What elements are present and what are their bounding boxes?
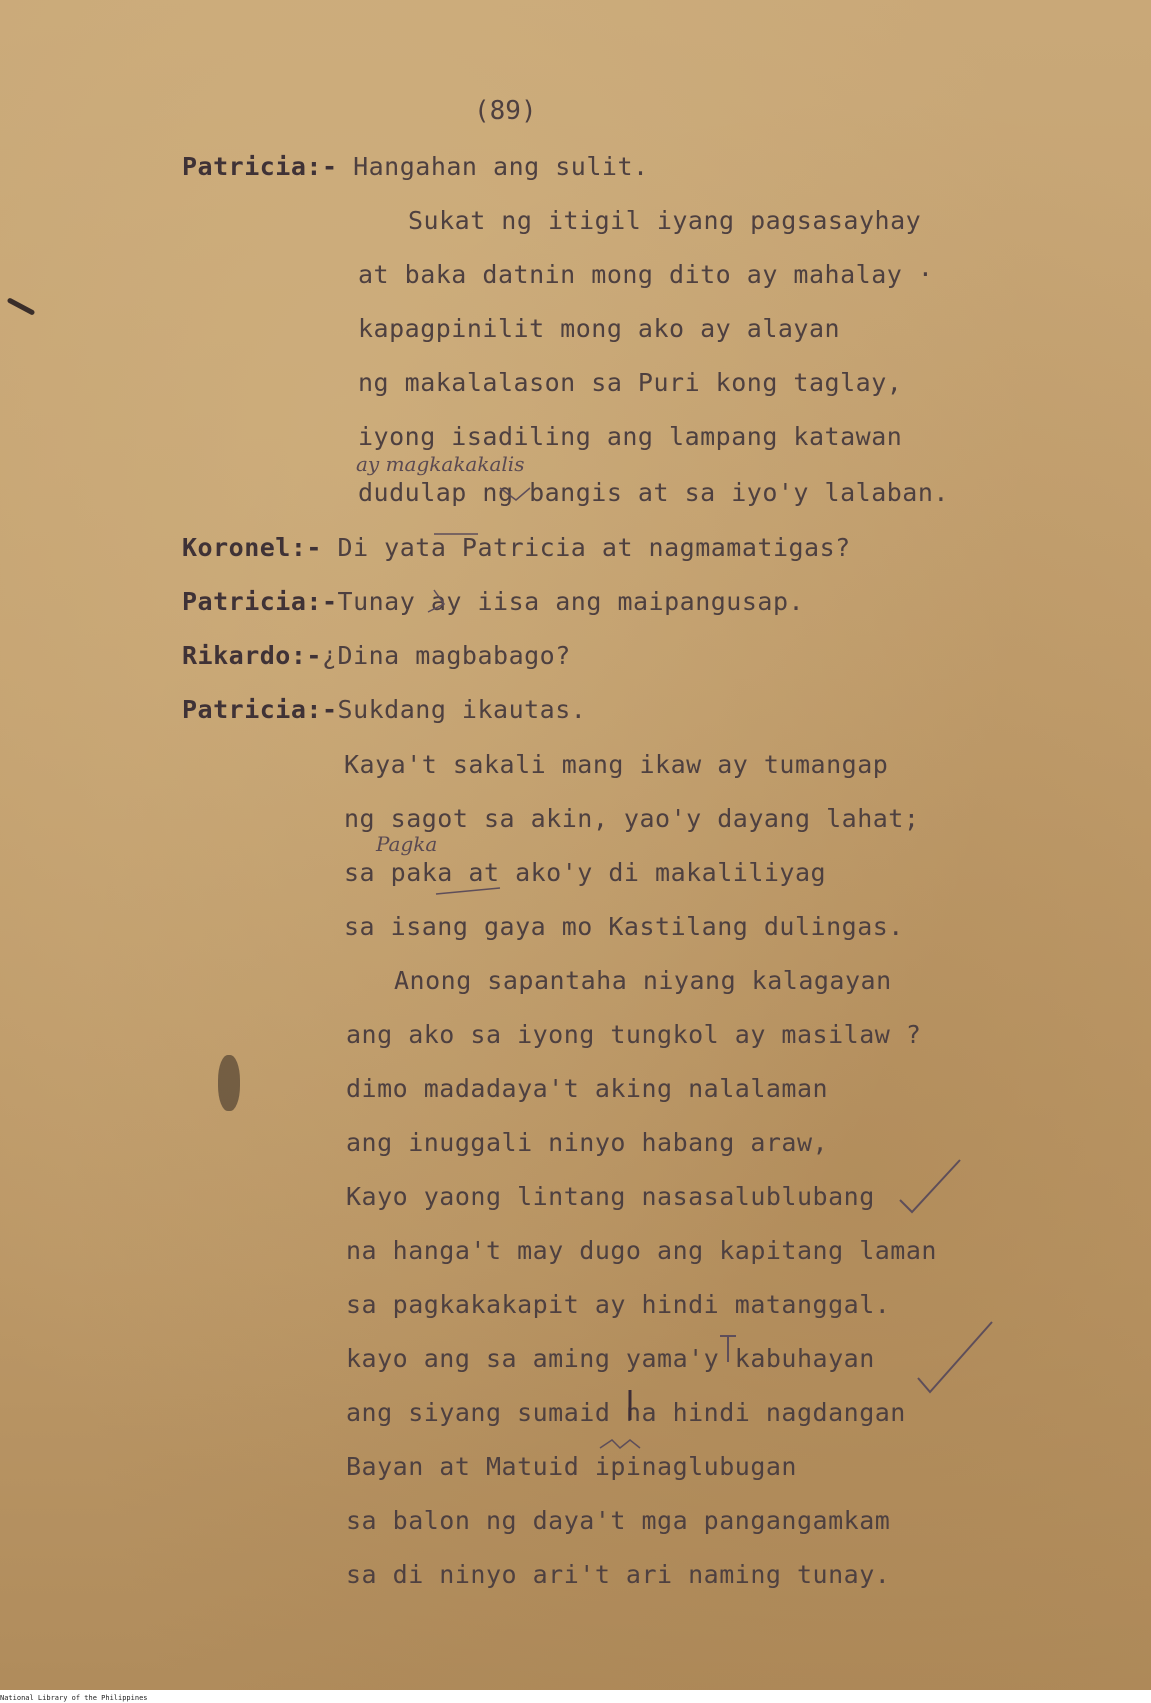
library-footer: National Library of the Philippines bbox=[0, 1694, 148, 1702]
check-mark-icon bbox=[918, 1322, 992, 1392]
verse-line: Kayo yaong lintang nasasalublubang bbox=[346, 1182, 875, 1211]
handwritten-note: ay magkakakalis bbox=[356, 452, 525, 476]
verse-line: sa paka at ako'y di makaliliyag bbox=[344, 858, 827, 887]
speaker-name: Patricia:- bbox=[182, 587, 338, 616]
handwritten-note: Pagka bbox=[376, 832, 438, 856]
verse-line: dimo madadaya't aking nalalaman bbox=[346, 1074, 829, 1103]
speaker-name: Patricia:- bbox=[182, 695, 338, 724]
verse-line: sa di ninyo ari't ari naming tunay. bbox=[346, 1560, 891, 1589]
insertion-mark bbox=[720, 1336, 736, 1362]
line-text: Di yata Patricia at nagmamatigas? bbox=[321, 533, 851, 562]
verse-line: ng sagot sa akin, yao'y dayang lahat; bbox=[344, 804, 920, 833]
caret-mark bbox=[500, 488, 530, 500]
verse-line: kapagpinilit mong ako ay alayan bbox=[358, 314, 841, 343]
verse-line: na hanga't may dugo ang kapitang laman bbox=[346, 1236, 937, 1265]
verse-line: kayo ang sa aming yama'y kabuhayan bbox=[346, 1344, 875, 1373]
squiggle-mark bbox=[600, 1440, 640, 1448]
verse-line: Anong sapantaha niyang kalagayan bbox=[394, 966, 892, 995]
line-text: Hangahan ang sulit. bbox=[337, 152, 649, 181]
line-text: Sukdang ikautas. bbox=[337, 695, 587, 724]
verse-line: ang ako sa iyong tungkol ay masilaw ? bbox=[346, 1020, 922, 1049]
line-text: Tunay ay iisa ang maipangusap. bbox=[337, 587, 805, 616]
verse-line: dudulap ng bangis at sa iyo'y lalaban. bbox=[358, 478, 949, 507]
verse-line: Bayan at Matuid ipinaglubugan bbox=[346, 1452, 797, 1481]
speaker-name: Koronel:- bbox=[182, 533, 322, 562]
page-number: (89) bbox=[474, 96, 537, 126]
verse-line: at baka datnin mong dito ay mahalay · bbox=[358, 260, 934, 289]
speaker-name: Patricia:- bbox=[182, 152, 338, 181]
underline-mark bbox=[436, 888, 500, 894]
ink-blot bbox=[218, 1055, 240, 1111]
verse-line: sa balon ng daya't mga pangangamkam bbox=[346, 1506, 891, 1535]
verse-line: Sukat ng itigil iyang pagsasayhay bbox=[408, 206, 922, 235]
line-text: ¿Dina magbabago? bbox=[321, 641, 571, 670]
speaker-name: Rikardo:- bbox=[182, 641, 322, 670]
verse-line: Kaya't sakali mang ikaw ay tumangap bbox=[344, 750, 889, 779]
insertion-mark bbox=[428, 590, 444, 612]
verse-line: sa isang gaya mo Kastilang dulingas. bbox=[344, 912, 904, 941]
verse-line: ang inuggali ninyo habang araw, bbox=[346, 1128, 829, 1157]
verse-line: sa pagkakakapit ay hindi matanggal. bbox=[346, 1290, 891, 1319]
verse-line: ng makalalason sa Puri kong taglay, bbox=[358, 368, 903, 397]
verse-line: ang siyang sumaid na hindi nagdangan bbox=[346, 1398, 906, 1427]
verse-line: iyong isadiling ang lampang katawan bbox=[358, 422, 903, 451]
check-mark-icon bbox=[900, 1160, 960, 1212]
